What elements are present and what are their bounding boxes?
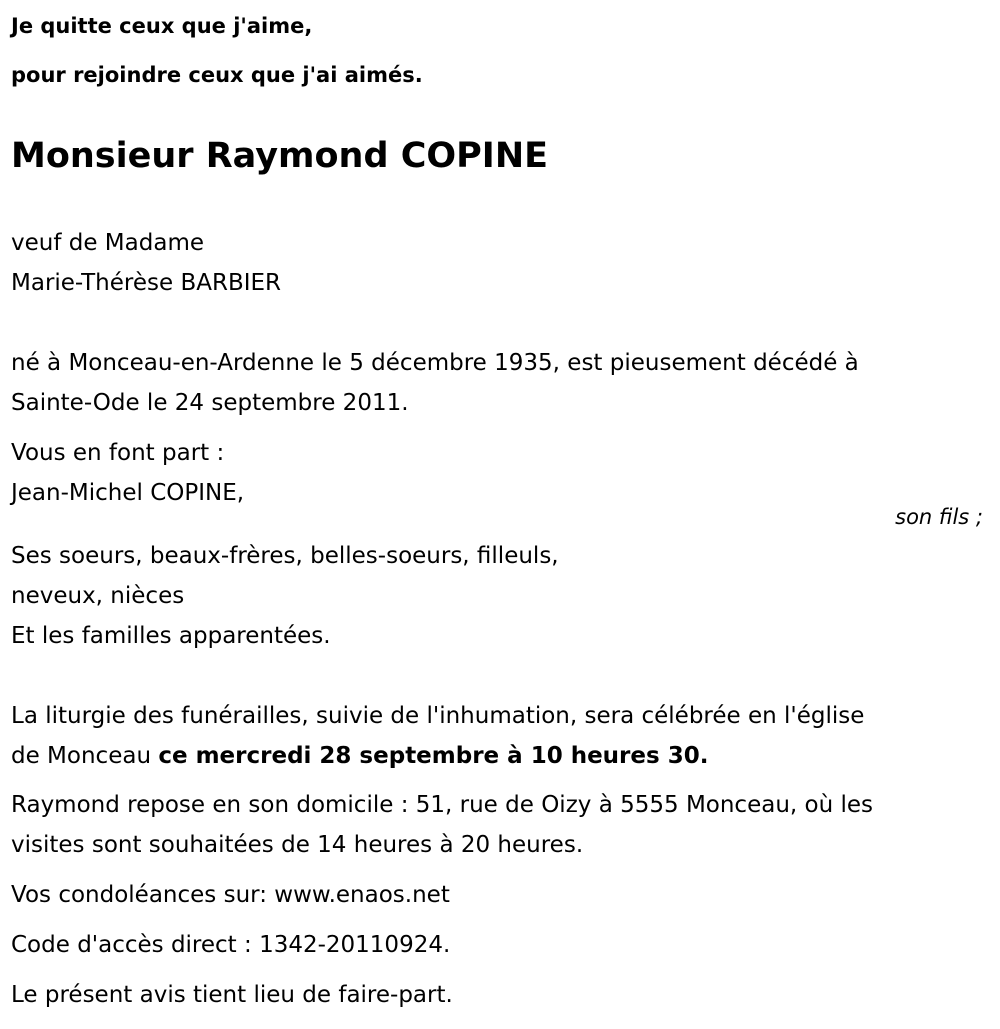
epigraph-line-2: pour rejoindre ceux que j'ai aimés. xyxy=(11,63,423,87)
announcers-intro: Vous en font part : xyxy=(11,440,225,466)
birth-death-line-1: né à Monceau-en-Ardenne le 5 décembre 1935, est pieusement décédé à xyxy=(11,350,859,376)
funeral-date-time: ce mercredi 28 septembre à 10 heures 30. xyxy=(158,743,709,769)
family-line-3: Et les familles apparentées. xyxy=(11,623,331,649)
condolences-url: www.enaos.net xyxy=(274,882,450,908)
widower-line-1: veuf de Madame xyxy=(11,230,204,256)
rest-line-1: Raymond repose en son domicile : 51, rue de Oizy à 5555 Monceau, où les xyxy=(11,792,874,818)
access-code: Code d'accès direct : 1342-20110924. xyxy=(11,932,451,958)
deceased-name: Monsieur Raymond COPINE xyxy=(11,136,549,176)
condolences-label: Vos condoléances sur: xyxy=(11,882,275,908)
widower-line-2: Marie-Thérèse BARBIER xyxy=(11,270,282,296)
condolences-line xyxy=(11,880,450,910)
son-name: Jean-Michel COPINE, xyxy=(11,480,245,506)
funeral-line-1: La liturgie des funérailles, suivie de l'inhumation, sera célébrée en l'église xyxy=(11,703,865,729)
funeral-line-2 xyxy=(11,741,708,771)
closing-line: Le présent avis tient lieu de faire-part. xyxy=(11,982,453,1008)
son-relation: son fils ; xyxy=(895,505,983,529)
funeral-line-2-prefix: de Monceau xyxy=(11,743,159,769)
rest-line-2: visites sont souhaitées de 14 heures à 20 heures. xyxy=(11,832,584,858)
birth-death-line-2: Sainte-Ode le 24 septembre 2011. xyxy=(11,390,409,416)
epigraph-line-1: Je quitte ceux que j'aime, xyxy=(11,14,313,38)
family-line-2: neveux, nièces xyxy=(11,583,185,609)
family-line-1: Ses soeurs, beaux-frères, belles-soeurs, filleuls, xyxy=(11,543,559,569)
